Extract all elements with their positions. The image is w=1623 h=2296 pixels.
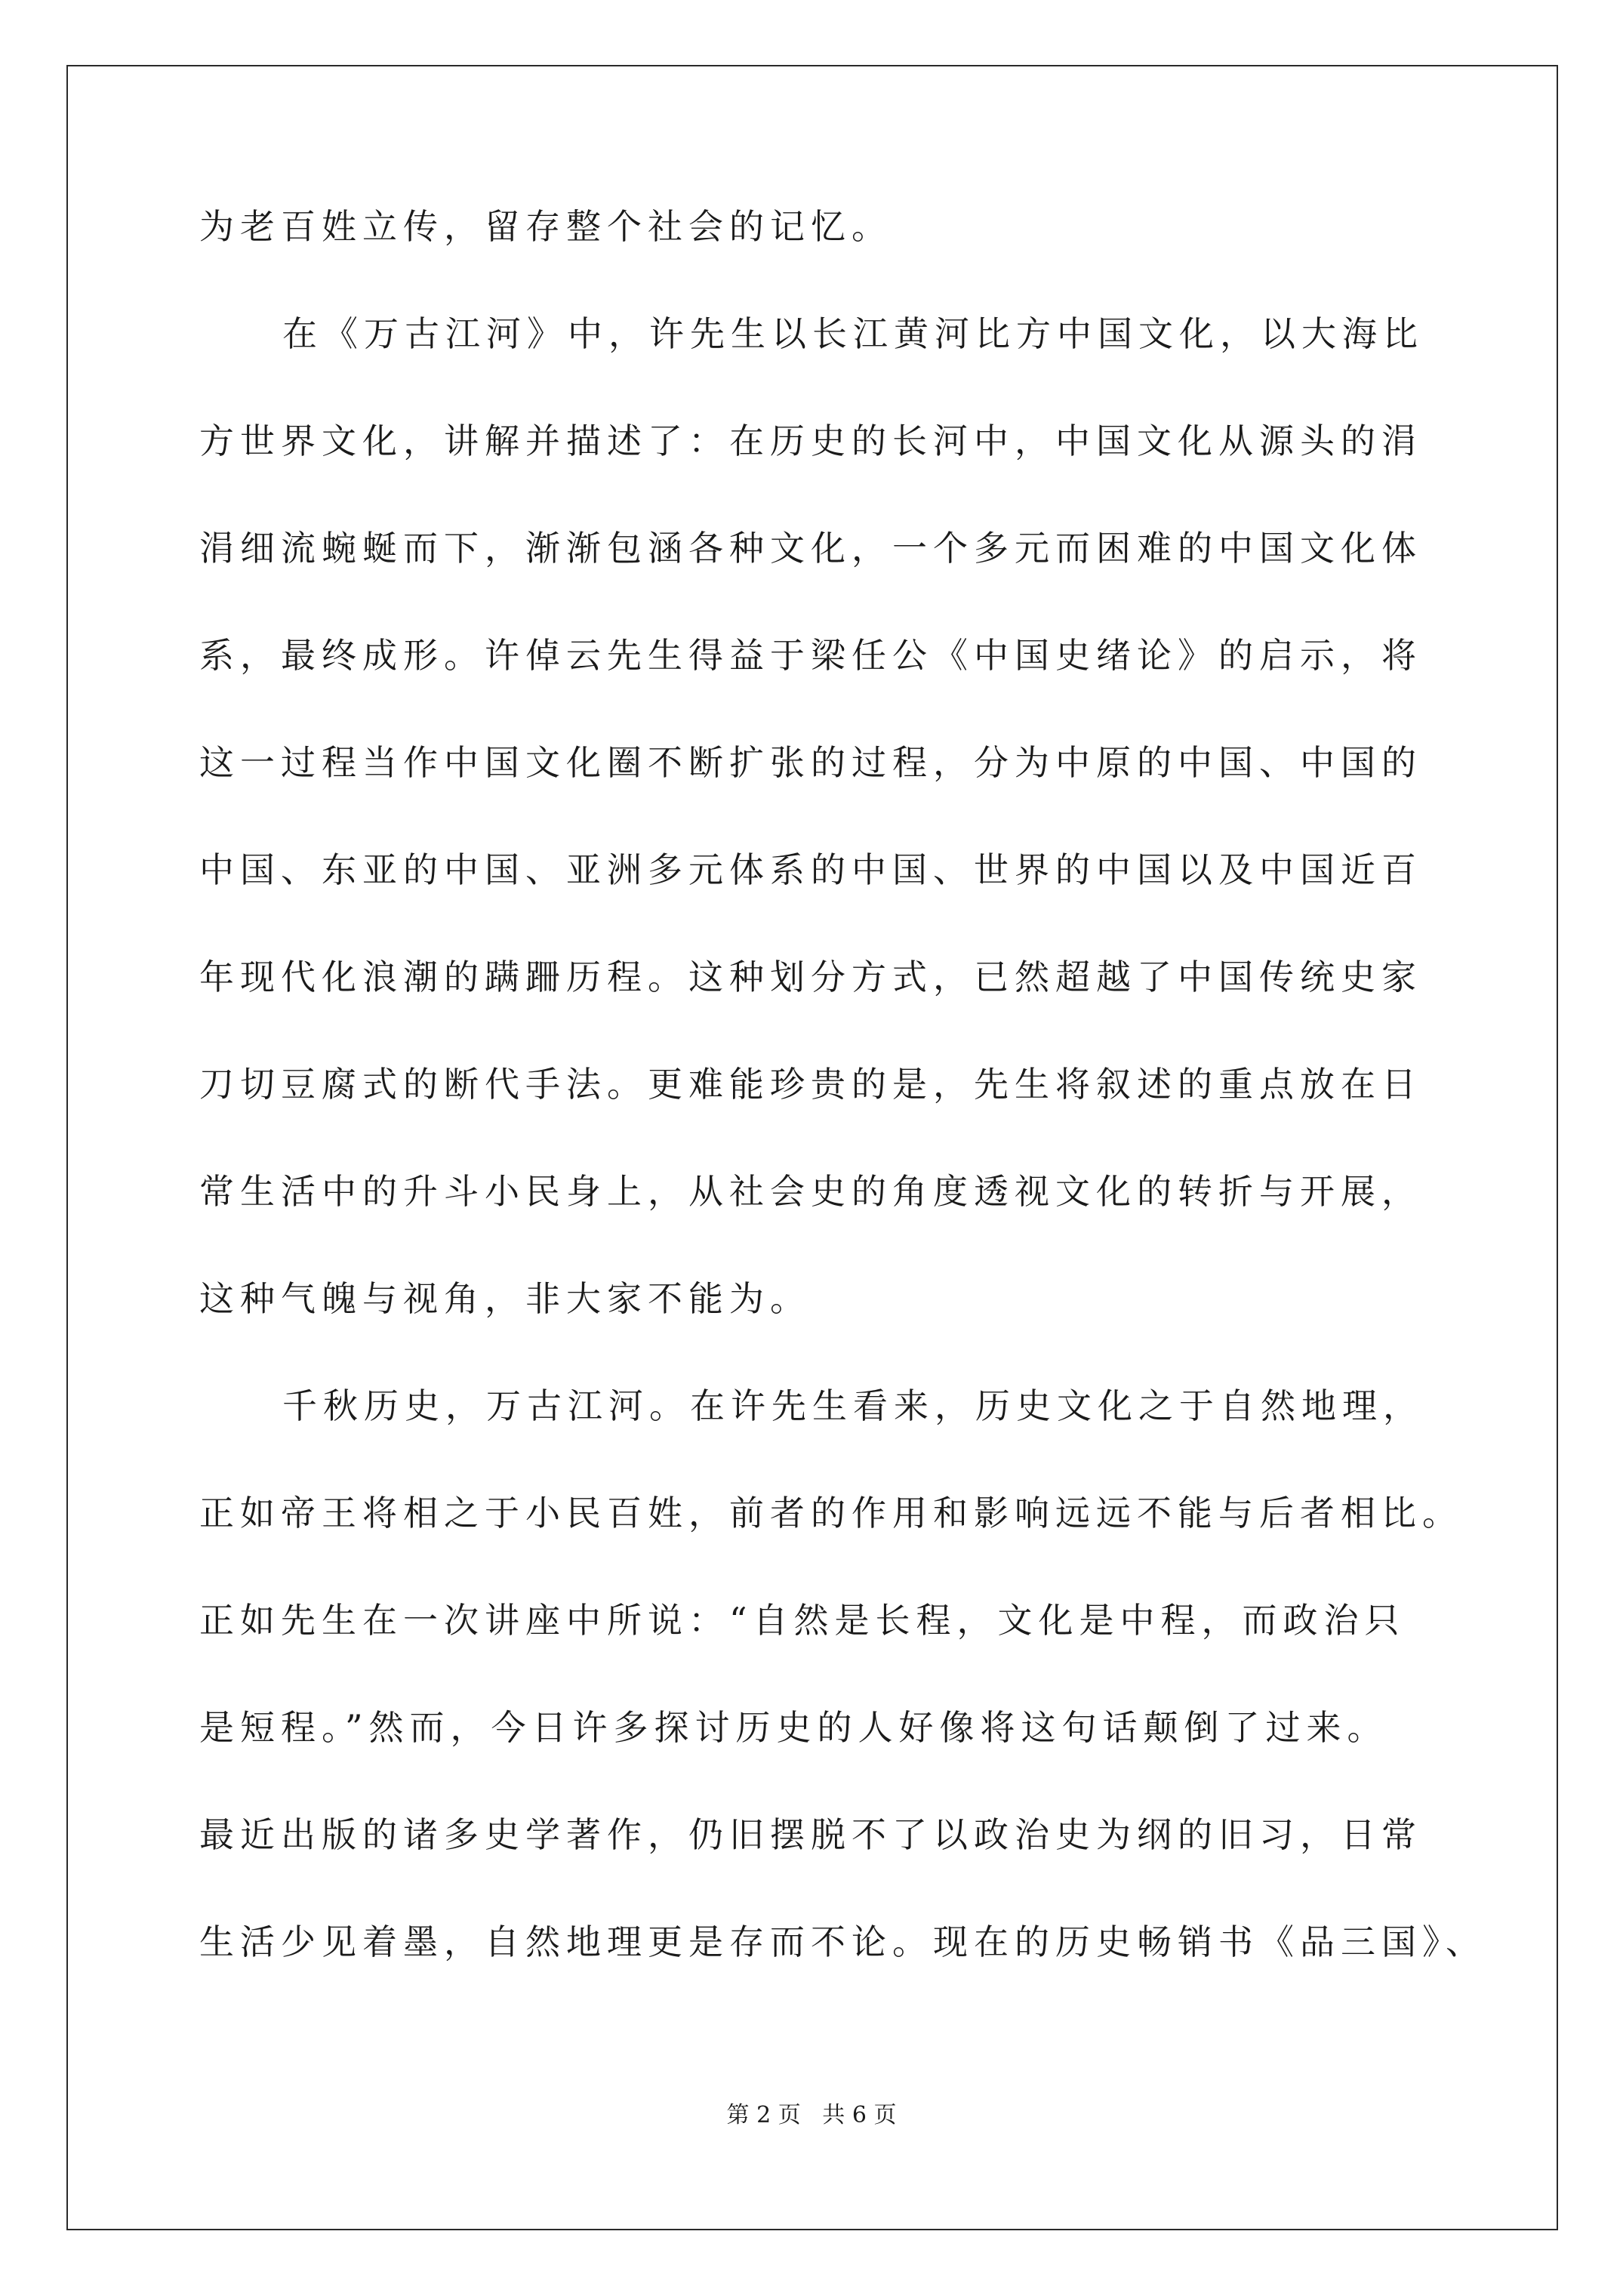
text-line: 为老百姓立传，留存整个社会的记忆。 [199,206,892,247]
text-line: 常生活中的升斗小民身上，从社会史的角度透视文化的转折与开展， [199,1171,1422,1212]
text-line: 最近出版的诸多史学著作，仍旧摆脱不了以政治史为纲的旧习，日常 [199,1814,1422,1855]
text-line: 中国、东亚的中国、亚洲多元体系的中国、世界的中国以及中国近百 [199,849,1422,890]
text-line: 正如帝王将相之于小民百姓，前者的作用和影响远远不能与后者相比。 [199,1493,1463,1533]
text-line: 方世界文化，讲解并描述了：在历史的长河中，中国文化从源头的涓 [199,421,1422,461]
paragraph-start-line: 千秋历史，万古江河。在许先生看来，历史文化之于自然地理， [282,1385,1424,1426]
text-line: 生活少见着墨，自然地理更是存而不论。现在的历史畅销书《品三国》、 [199,1922,1486,1962]
page-number: 第 2 页 共 6 页 [726,2102,897,2128]
page-border [66,65,1558,2230]
text-line: 涓细流蜿蜒而下，渐渐包涵各种文化，一个多元而困难的中国文化体 [199,528,1422,569]
text-line: 正如先生在一次讲座中所说：“自然是长程，文化是中程，而政治只 [199,1600,1406,1641]
text-line: 是短程。”然而，今日许多探讨历史的人好像将这句话颠倒了过来。 [199,1707,1388,1748]
text-line: 这一过程当作中国文化圈不断扩张的过程，分为中原的中国、中国的 [199,742,1422,783]
text-line: 年现代化浪潮的蹒跚历程。这种划分方式，已然超越了中国传统史家 [199,957,1422,997]
text-line: 系，最终成形。许倬云先生得益于梁任公《中国史绪论》的启示，将 [199,635,1422,676]
text-line: 刀切豆腐式的断代手法。更难能珍贵的是，先生将叙述的重点放在日 [199,1064,1422,1105]
text-line: 这种气魄与视角，非大家不能为。 [199,1278,811,1319]
paragraph-start-line: 在《万古江河》中，许先生以长江黄河比方中国文化，以大海比 [282,313,1424,354]
